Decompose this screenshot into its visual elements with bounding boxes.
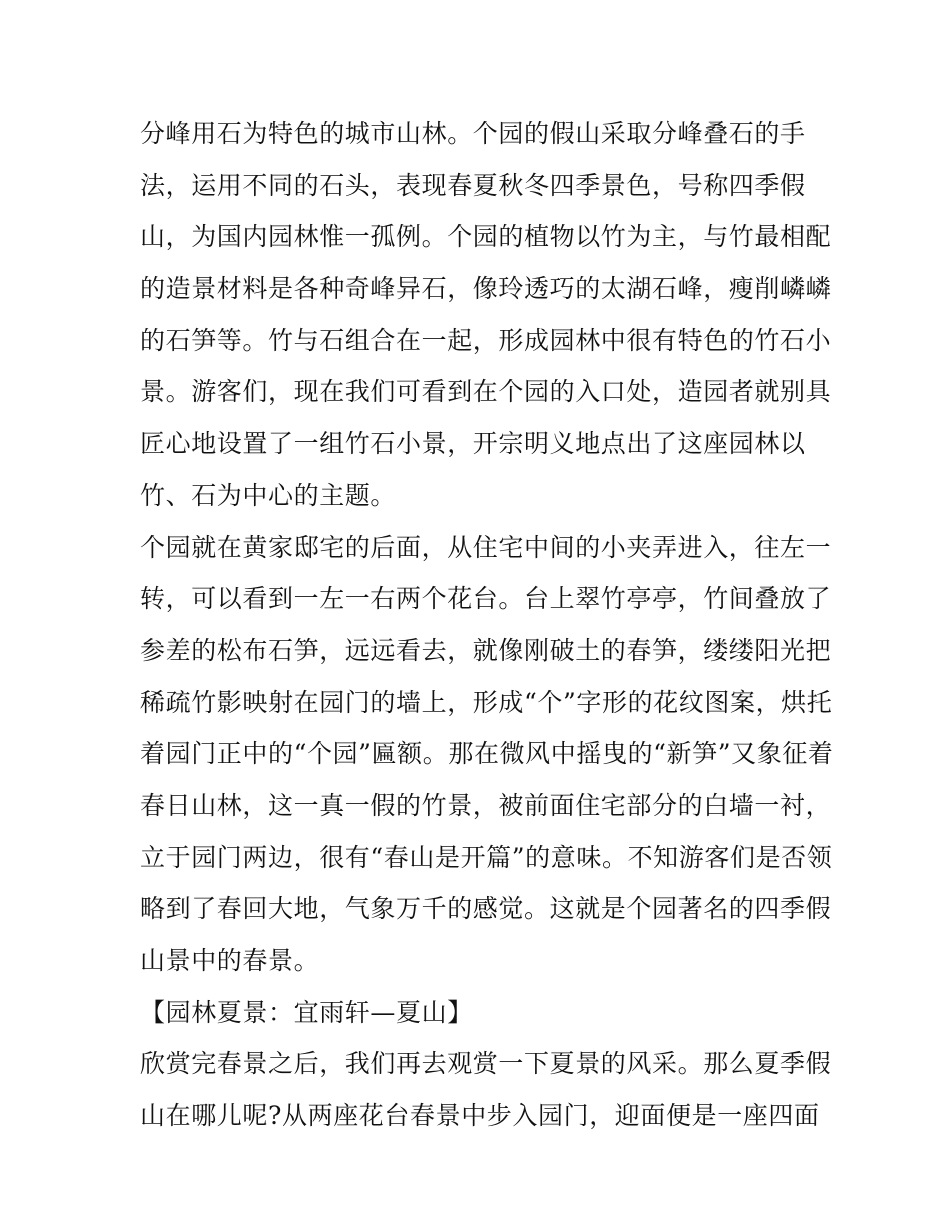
text-line: 春日山林，这一真一假的竹景，被前面住宅部分的白墙一衬， [140,790,832,820]
body-text [140,108,834,1142]
text-line: 分峰用石为特色的城市山林。个园的假山采取分峰叠石的手 [140,119,806,148]
text-line: 立于园门两边，很有“春山是开篇”的意味。不知游客们是否领 [140,842,833,872]
section-heading: 【园林夏景：宜雨轩—夏山】 [140,997,473,1027]
text-line: 匠心地设置了一组竹石小景，开宗明义地点出了这座园林以 [140,429,806,459]
text-line: 竹、石为中心的主题。 [140,480,397,510]
text-line: 着园门正中的“个园”匾额。那在微风中摇曳的“新笋”又象征着 [140,739,834,769]
text-line: 稀疏竹影映射在园门的墙上，形成“个”字形的花纹图案，烘托 [140,687,833,717]
text-line: 略到了春回大地，气象万千的感觉。这就是个园著名的四季假 [140,894,832,924]
text-line: 山景中的春景。 [140,946,320,975]
text-line: 景。游客们，现在我们可看到在个园的入口处，造园者就别具 [140,377,832,407]
text-line: 转，可以看到一左一右两个花台。台上翠竹亭亭，竹间叠放了 [140,584,832,614]
text-line: 山在哪儿呢?从两座花台春景中步入园门，迎面便是一座四面 [140,1101,820,1131]
text-line: 法，运用不同的石头，表现春夏秋冬四季景色，号称四季假 [140,170,806,200]
text-line: 参差的松布石笋，远远看去，就像刚破土的春笋，缕缕阳光把 [140,635,832,665]
text-line: 欣赏完春景之后，我们再去观赏一下夏景的风采。那么夏季假 [140,1049,832,1079]
text-line: 的造景材料是各种奇峰异石，像玲透巧的太湖石峰，瘦削嶙嶙 [140,274,832,304]
text-line: 个园就在黄家邸宅的后面，从住宅中间的小夹弄进入，往左一 [140,532,832,562]
text-line: 的石笋等。竹与石组合在一起，形成园林中很有特色的竹石小 [140,325,832,355]
text-line: 山，为国内园林惟一孤例。个园的植物以竹为主，与竹最相配 [140,222,832,252]
